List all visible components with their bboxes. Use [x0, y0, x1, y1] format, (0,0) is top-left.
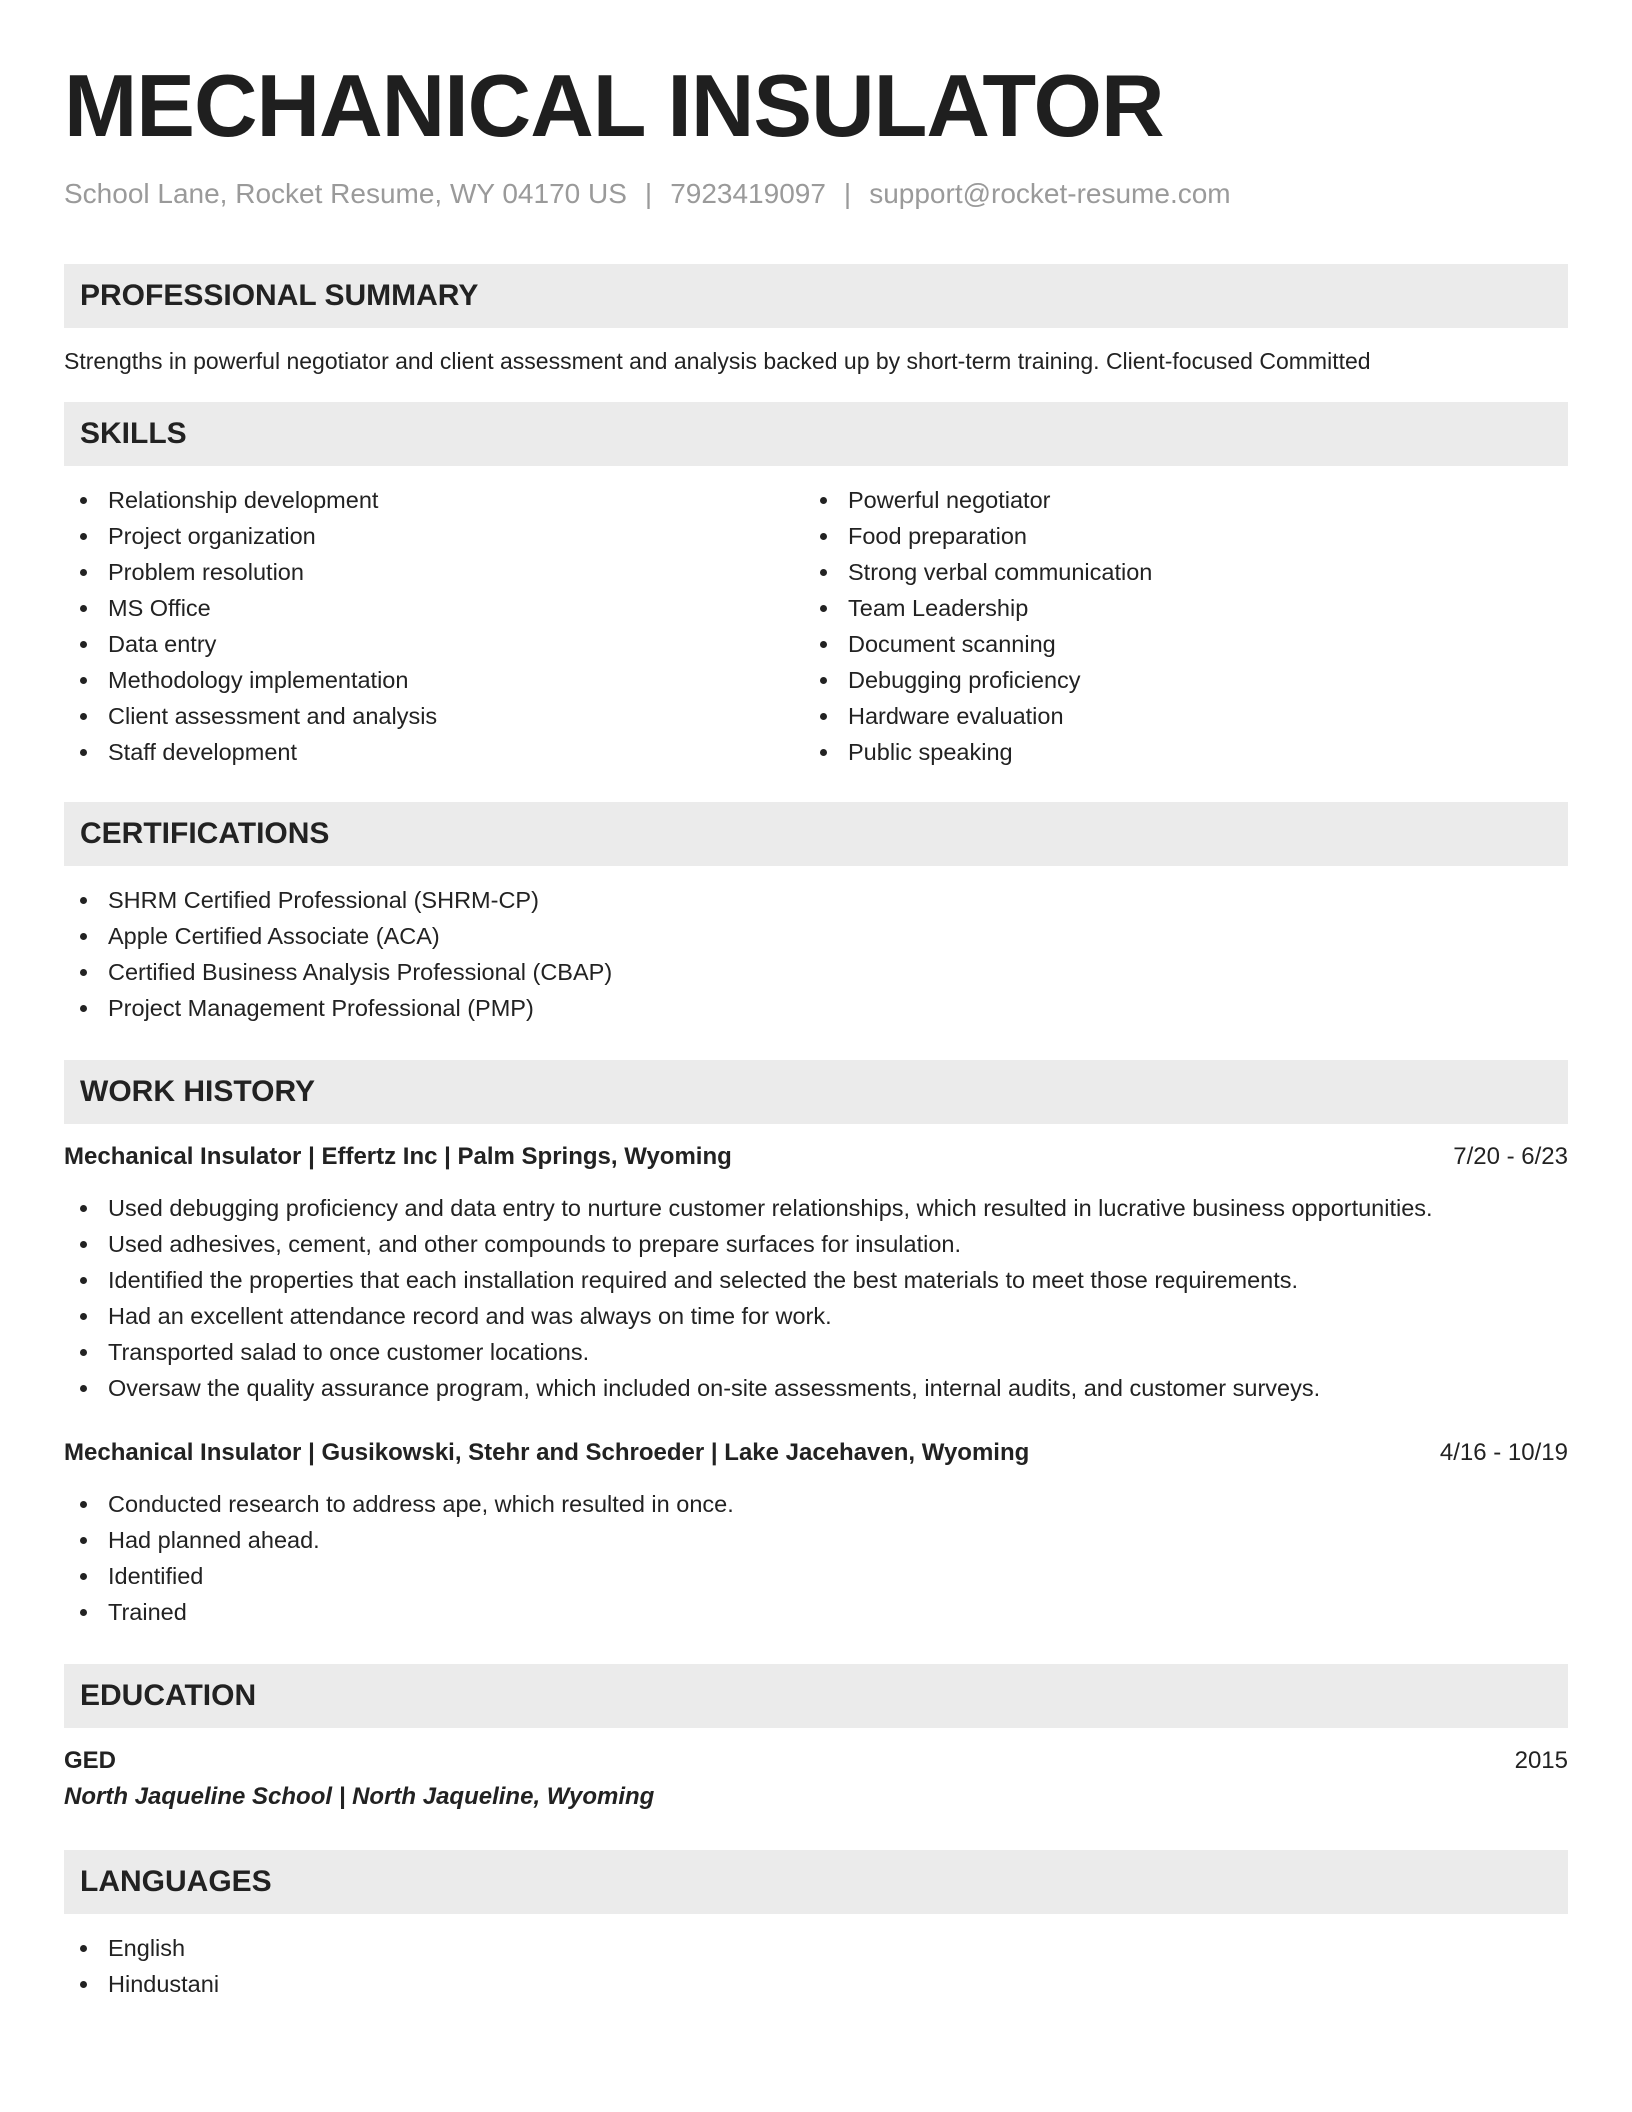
contact-email: support@rocket-resume.com	[869, 178, 1231, 209]
skill-item: MS Office	[64, 590, 804, 626]
job-dates: 7/20 - 6/23	[1453, 1143, 1568, 1170]
skill-item: Staff development	[64, 734, 804, 770]
job-bullet: Identified	[64, 1558, 1568, 1594]
skill-item: Project organization	[64, 518, 804, 554]
job-bullet: Identified the properties that each installation required and selected the best materials to meet those requirements.	[64, 1262, 1568, 1298]
education-school: North Jaqueline School | North Jaqueline, Wyoming	[64, 1783, 655, 1810]
languages-list	[64, 1930, 1568, 2002]
job-bullet: Trained	[64, 1594, 1568, 1630]
summary-heading: PROFESSIONAL SUMMARY	[64, 264, 1568, 328]
language-item: English	[64, 1930, 1568, 1966]
job-title: Mechanical Insulator | Gusikowski, Stehr and Schroeder | Lake Jacehaven, Wyoming	[64, 1439, 1030, 1466]
skill-item: Team Leadership	[804, 590, 1544, 626]
job-header	[64, 1140, 1568, 1174]
job-bullets	[64, 1486, 1568, 1630]
job-header	[64, 1436, 1568, 1470]
skill-item: Methodology implementation	[64, 662, 804, 698]
contact-separator: |	[644, 178, 653, 209]
skill-item: Powerful negotiator	[804, 482, 1544, 518]
work-history-heading: WORK HISTORY	[64, 1060, 1568, 1124]
languages-heading: LANGUAGES	[64, 1850, 1568, 1914]
education-header	[64, 1744, 1568, 1778]
job-dates: 4/16 - 10/19	[1439, 1439, 1568, 1466]
skill-item: Strong verbal communication	[804, 554, 1544, 590]
skill-item: Hardware evaluation	[804, 698, 1544, 734]
skill-item: Client assessment and analysis	[64, 698, 804, 734]
skill-item: Public speaking	[804, 734, 1544, 770]
certification-item: Project Management Professional (PMP)	[64, 990, 1568, 1026]
certification-item: Apple Certified Associate (ACA)	[64, 918, 1568, 954]
certifications-heading: CERTIFICATIONS	[64, 802, 1568, 866]
skills-left-list	[64, 482, 804, 770]
education-year: 2015	[1514, 1747, 1568, 1774]
work-history-section	[64, 1060, 1568, 1630]
contact-line	[64, 178, 1568, 210]
skill-item: Data entry	[64, 626, 804, 662]
languages-section	[64, 1850, 1568, 2002]
education-degree: GED	[64, 1747, 117, 1774]
candidate-name: MECHANICAL INSULATOR	[64, 56, 1164, 155]
contact-phone: 7923419097	[670, 178, 826, 209]
summary-text: Strengths in powerful negotiator and client assessment and analysis backed up by short-term training. Client-focused Committed	[64, 348, 1371, 374]
job-entry	[64, 1436, 1568, 1630]
skill-item: Debugging proficiency	[804, 662, 1544, 698]
certifications-section	[64, 802, 1568, 1026]
job-bullet: Used adhesives, cement, and other compounds to prepare surfaces for insulation.	[64, 1226, 1568, 1262]
job-title: Mechanical Insulator | Effertz Inc | Palm Springs, Wyoming	[64, 1143, 732, 1170]
skill-item: Relationship development	[64, 482, 804, 518]
job-bullet: Transported salad to once customer locations.	[64, 1334, 1568, 1370]
job-bullet: Had an excellent attendance record and was always on time for work.	[64, 1298, 1568, 1334]
job-entry	[64, 1140, 1568, 1406]
certifications-list	[64, 882, 1568, 1026]
certification-item: Certified Business Analysis Professional (CBAP)	[64, 954, 1568, 990]
summary-section	[64, 264, 1568, 378]
skills-section	[64, 402, 1568, 770]
skills-right-list	[804, 482, 1544, 770]
job-bullets	[64, 1190, 1568, 1406]
job-bullet: Oversaw the quality assurance program, which included on-site assessments, internal audits, and customer surveys.	[64, 1370, 1568, 1406]
skill-item: Document scanning	[804, 626, 1544, 662]
education-section	[64, 1664, 1568, 1816]
job-bullet: Used debugging proficiency and data entry to nurture customer relationships, which resulted in lucrative business opportunities.	[64, 1190, 1568, 1226]
skills-grid	[64, 482, 1568, 770]
language-item: Hindustani	[64, 1966, 1568, 2002]
job-bullet: Conducted research to address ape, which resulted in once.	[64, 1486, 1568, 1522]
job-bullet: Had planned ahead.	[64, 1522, 1568, 1558]
certification-item: SHRM Certified Professional (SHRM-CP)	[64, 882, 1568, 918]
skill-item: Problem resolution	[64, 554, 804, 590]
education-heading: EDUCATION	[64, 1664, 1568, 1728]
skills-heading: SKILLS	[64, 402, 1568, 466]
contact-separator: |	[843, 178, 852, 209]
contact-address: School Lane, Rocket Resume, WY 04170 US	[64, 178, 627, 209]
skill-item: Food preparation	[804, 518, 1544, 554]
